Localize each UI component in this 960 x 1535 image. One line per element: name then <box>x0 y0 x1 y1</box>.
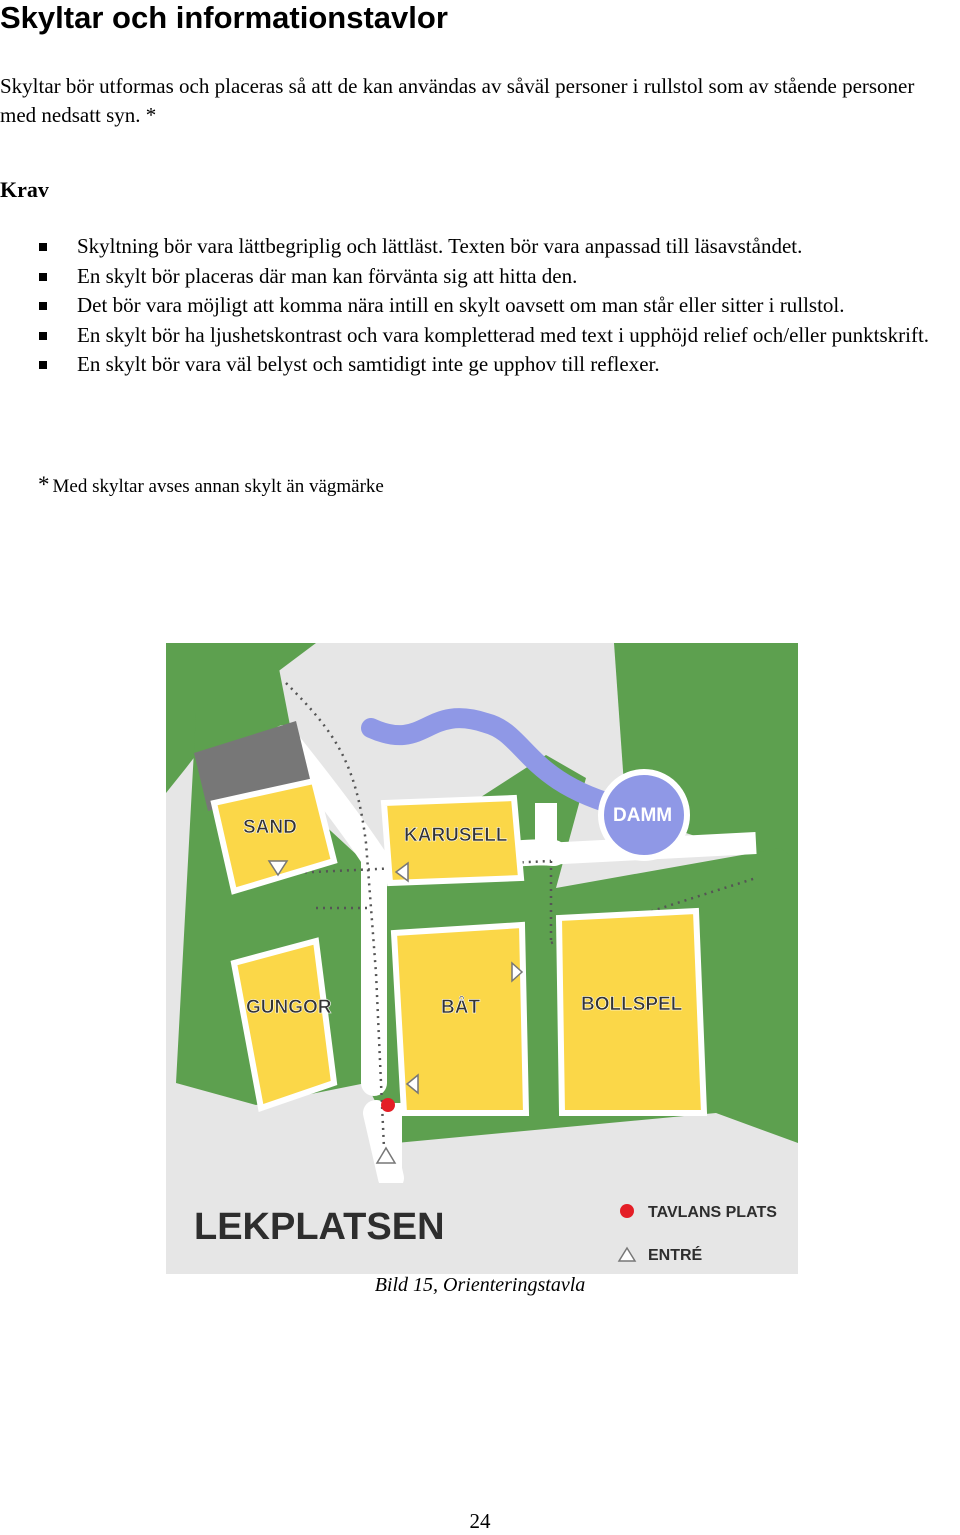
list-item-text: Det bör vara möjligt att komma nära intill en skylt oavsett om man står eller sitter i rullstol. <box>77 293 845 318</box>
list-item <box>0 262 955 292</box>
requirements-list <box>0 232 955 380</box>
intro-paragraph: Skyltar bör utformas och placeras så att de kan användas av såväl personer i rullstol som av stående personer med nedsatt syn. * <box>0 74 915 127</box>
square-bullet-icon <box>39 302 47 310</box>
board-location-marker-icon <box>381 1098 395 1112</box>
square-bullet-icon <box>39 273 47 281</box>
legend-board-location-icon <box>620 1204 634 1218</box>
map-label-karusell: KARUSELL <box>404 825 508 846</box>
list-item <box>0 350 955 380</box>
footnote <box>38 470 384 501</box>
playground-map <box>166 643 798 1274</box>
orientation-board-map <box>166 643 798 1274</box>
map-label-bat: BÅT <box>441 997 481 1018</box>
legend-board-location-label: TAVLANS PLATS <box>648 1204 777 1221</box>
map-label-damm: DAMM <box>613 805 673 826</box>
square-bullet-icon <box>39 332 47 340</box>
list-item-text: En skylt bör ha ljushetskontrast och vara kompletterad med text i upphöjd relief och/eller punktskrift. <box>77 322 930 347</box>
requirements-heading: Krav <box>0 177 49 202</box>
square-bullet-icon <box>39 243 47 251</box>
map-label-sand: SAND <box>243 817 297 838</box>
figure-caption: Bild 15, Orienteringstavla <box>374 1274 586 1296</box>
list-item-text: En skylt bör placeras där man kan förvänta sig att hitta den. <box>77 263 578 288</box>
footnote-text: Med skyltar avses annan skylt än vägmärke <box>52 476 384 497</box>
list-item <box>0 321 955 351</box>
footnote-marker: * <box>38 472 50 497</box>
list-item-text: En skylt bör vara väl belyst och samtidigt inte ge upphov till reflexer. <box>77 352 660 377</box>
page-heading: Skyltar och informationstavlor <box>0 0 448 35</box>
list-item <box>0 291 955 321</box>
map-label-bollspel: BOLLSPEL <box>581 994 683 1015</box>
legend-entrance-label: ENTRÉ <box>648 1247 703 1264</box>
map-label-gungor: GUNGOR <box>246 997 332 1018</box>
list-item-text: Skyltning bör vara lättbegriplig och lättläst. Texten bör vara anpassad till läsavståndet. <box>77 234 803 258</box>
map-title: LEKPLATSEN <box>194 1206 445 1248</box>
page-number: 24 <box>469 1509 491 1533</box>
list-item <box>0 232 955 262</box>
square-bullet-icon <box>39 361 47 369</box>
